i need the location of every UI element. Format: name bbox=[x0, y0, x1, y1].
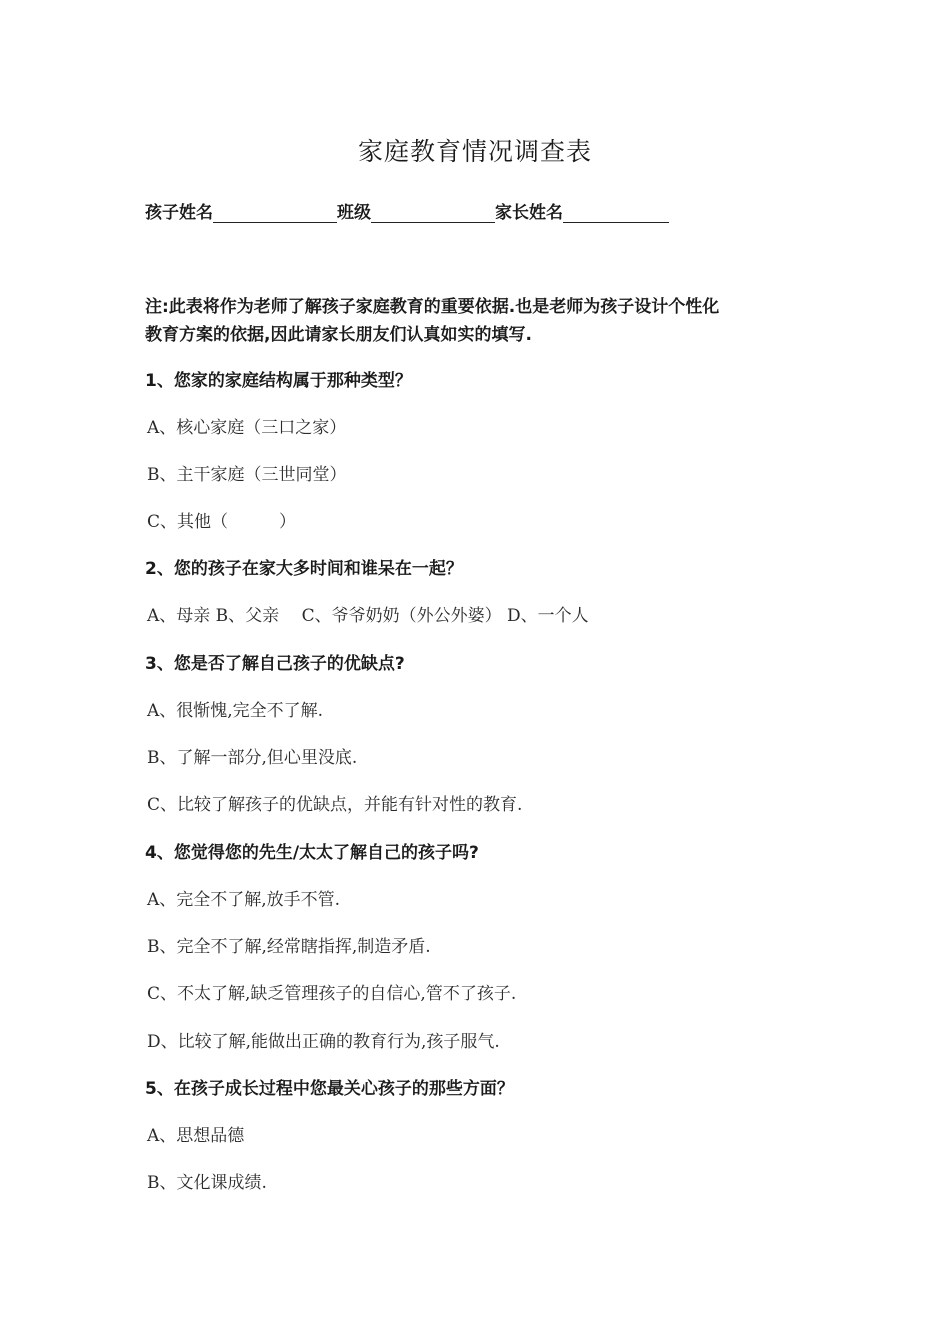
class-field[interactable] bbox=[371, 203, 495, 223]
q2-options[interactable]: A、母亲 B、父亲 C、爷爷奶奶（外公外婆） D、一个人 bbox=[147, 606, 589, 626]
parent-name-field[interactable] bbox=[563, 203, 669, 223]
document-title: 家庭教育情况调查表 bbox=[357, 137, 592, 166]
q4-option-c[interactable]: C、不太了解,缺乏管理孩子的自信心,管不了孩子. bbox=[147, 984, 517, 1004]
question-1: 1、您家的家庭结构属于那种类型？ bbox=[145, 371, 412, 391]
q1-option-c[interactable]: C、其他（ ） bbox=[147, 512, 297, 532]
parent-name-label: 家长姓名 bbox=[495, 203, 563, 223]
q3-option-a[interactable]: A、很惭愧,完全不了解. bbox=[147, 701, 324, 721]
q3-option-b[interactable]: B、了解一部分,但心里没底. bbox=[147, 748, 358, 768]
note-line-1: 注:此表将作为老师了解孩子家庭教育的重要依据.也是老师为孩子设计个性化 bbox=[145, 297, 720, 317]
question-5: 5、在孩子成长过程中您最关心孩子的那些方面？ bbox=[145, 1079, 514, 1099]
q1-option-b[interactable]: B、主干家庭（三世同堂） bbox=[147, 465, 347, 485]
question-3: 3、您是否了解自己孩子的优缺点? bbox=[145, 654, 405, 674]
child-name-label: 孩子姓名 bbox=[145, 203, 213, 223]
child-name-field[interactable] bbox=[213, 203, 337, 223]
q4-option-a[interactable]: A、完全不了解,放手不管. bbox=[147, 890, 341, 910]
question-4: 4、您觉得您的先生/太太了解自己的孩子吗? bbox=[145, 843, 479, 863]
q5-option-a[interactable]: A、思想品德 bbox=[147, 1126, 245, 1146]
class-label: 班级 bbox=[337, 203, 371, 223]
note-line-2: 教育方案的依据,因此请家长朋友们认真如实的填写. bbox=[145, 325, 532, 345]
question-2: 2、您的孩子在家大多时间和谁呆在一起？ bbox=[145, 559, 463, 579]
q5-option-b[interactable]: B、文化课成绩. bbox=[147, 1173, 267, 1193]
info-row bbox=[145, 198, 669, 223]
q4-option-d[interactable]: D、比较了解,能做出正确的教育行为,孩子服气. bbox=[147, 1032, 500, 1052]
q3-option-c[interactable]: C、比较了解孩子的优缺点，并能有针对性的教育. bbox=[147, 795, 523, 815]
q4-option-b[interactable]: B、完全不了解,经常瞎指挥,制造矛盾. bbox=[147, 937, 431, 957]
q1-option-a[interactable]: A、核心家庭（三口之家） bbox=[147, 418, 347, 438]
